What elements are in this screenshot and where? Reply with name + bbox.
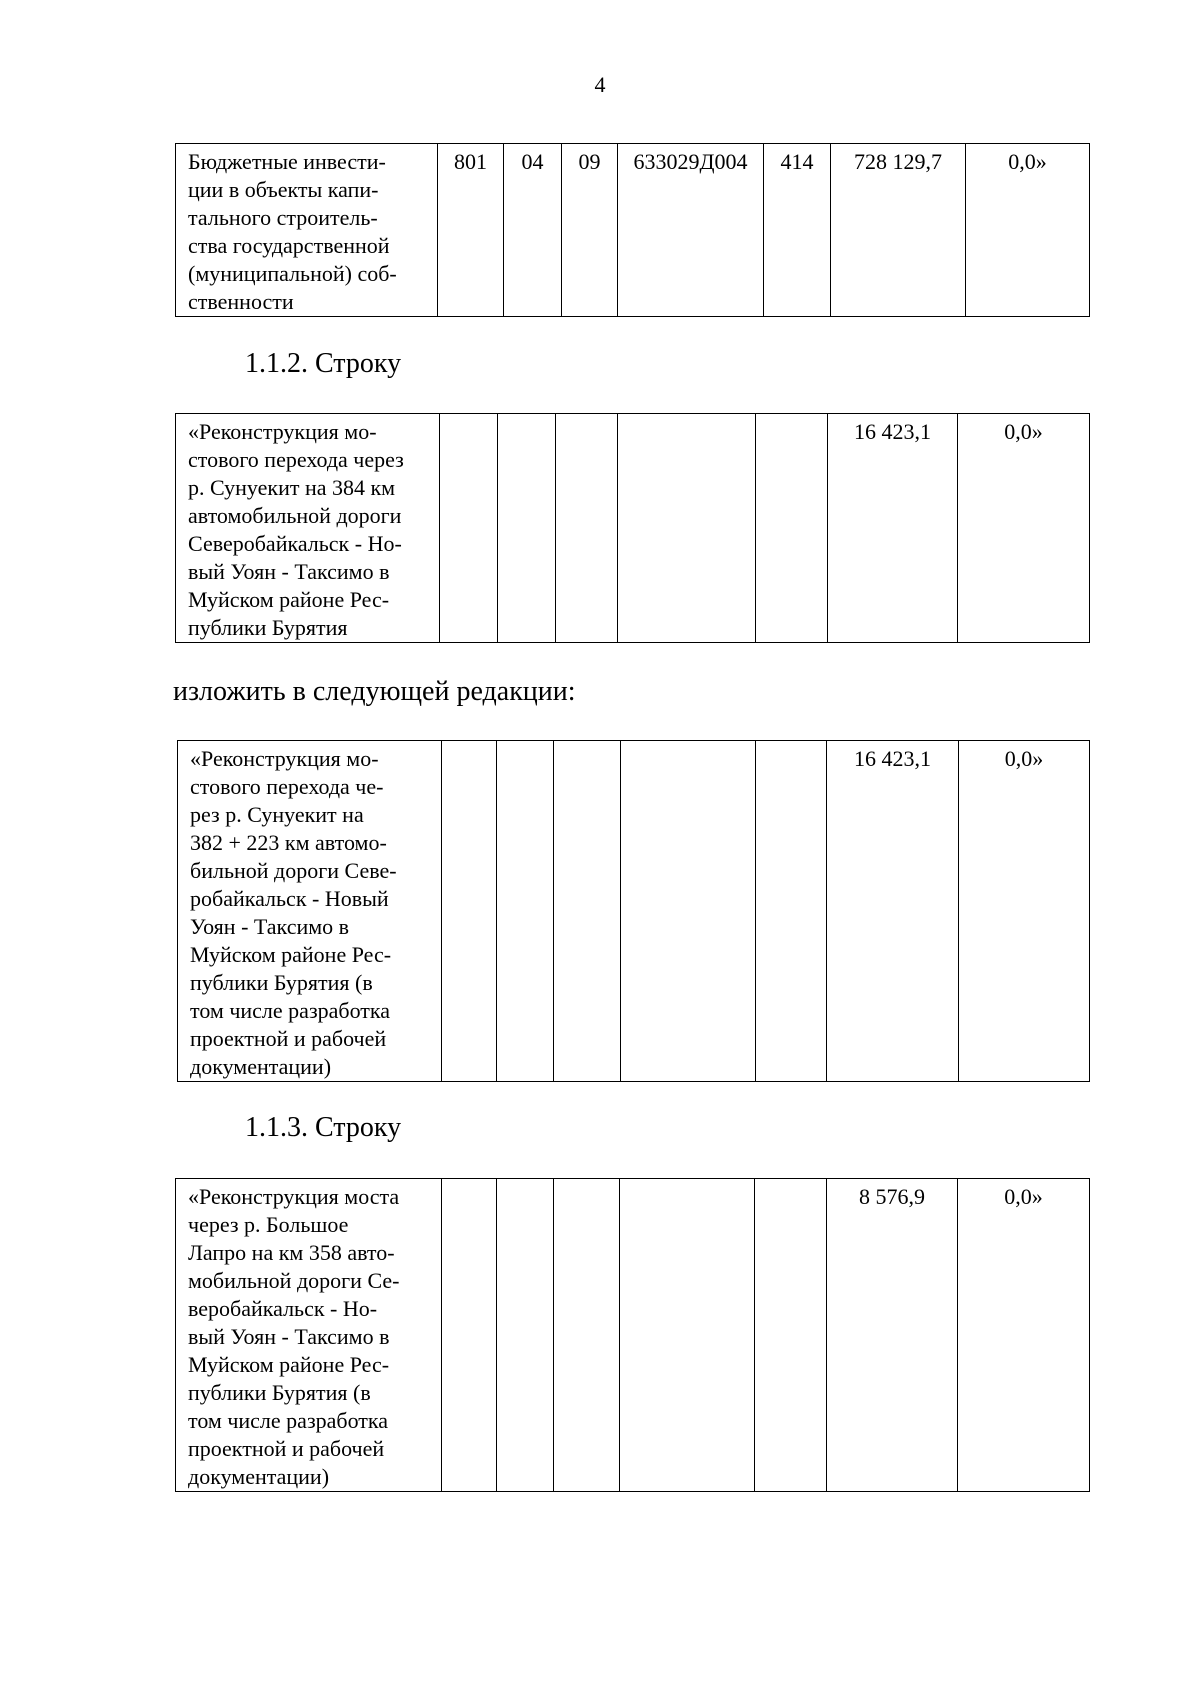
table-cell: 16 423,1 bbox=[828, 414, 958, 643]
table-cell: 633029Д004 bbox=[618, 144, 764, 317]
table-cell bbox=[620, 1179, 755, 1492]
description-line: документации) bbox=[190, 1054, 332, 1079]
description-line: стового перехода через bbox=[188, 447, 404, 472]
table-cell bbox=[442, 741, 497, 1082]
table-cell bbox=[556, 414, 618, 643]
budget-table-4 bbox=[175, 1178, 1090, 1492]
description-line: Муйском районе Рес- bbox=[188, 1352, 390, 1377]
table-cell bbox=[498, 414, 556, 643]
table-cell bbox=[618, 414, 756, 643]
row-description bbox=[178, 741, 442, 1082]
description-line: проектной и рабочей bbox=[190, 1026, 387, 1051]
description-line: 382 + 223 км автомо- bbox=[190, 830, 387, 855]
table-cell: 0,0» bbox=[966, 144, 1090, 317]
table-cell: 0,0» bbox=[958, 1179, 1090, 1492]
table-cell: 414 bbox=[764, 144, 831, 317]
table-cell bbox=[554, 741, 621, 1082]
table-cell bbox=[440, 414, 498, 643]
description-line: через р. Большое bbox=[188, 1212, 349, 1237]
table-cell: 801 bbox=[438, 144, 504, 317]
description-line: том числе разработка bbox=[190, 998, 391, 1023]
description-line: р. Сунуекит на 384 км bbox=[188, 475, 396, 500]
description-line: том числе разработка bbox=[188, 1408, 389, 1433]
description-line: «Реконструкция мо- bbox=[190, 746, 379, 771]
description-line: веробайкальск - Но- bbox=[188, 1296, 378, 1321]
budget-table-2 bbox=[175, 413, 1090, 643]
description-line: стового перехода че- bbox=[190, 774, 384, 799]
description-line: Северобайкальск - Но- bbox=[188, 531, 402, 556]
page-number: 4 bbox=[594, 72, 606, 97]
description-line: Уоян - Таксимо в bbox=[190, 914, 350, 939]
description-line: мобильной дороги Се- bbox=[188, 1268, 400, 1293]
table-row bbox=[176, 144, 1090, 317]
budget-table-3 bbox=[177, 740, 1090, 1082]
description-line: документации) bbox=[188, 1464, 330, 1489]
description-line: ции в объекты капи- bbox=[188, 177, 379, 202]
description-line: Лапро на км 358 авто- bbox=[188, 1240, 395, 1265]
table-cell bbox=[756, 741, 827, 1082]
table-row bbox=[176, 1179, 1090, 1492]
row-description bbox=[176, 414, 440, 643]
table-cell: 728 129,7 bbox=[831, 144, 966, 317]
table-cell bbox=[442, 1179, 497, 1492]
table-cell: 09 bbox=[562, 144, 618, 317]
description-line: тального строитель- bbox=[188, 205, 378, 230]
description-line: «Реконструкция моста bbox=[188, 1184, 400, 1209]
intro-text: изложить в следующей редакции: bbox=[173, 676, 576, 707]
table-cell: 0,0» bbox=[959, 741, 1090, 1082]
table-cell bbox=[756, 414, 828, 643]
description-line: ства государственной bbox=[188, 233, 390, 258]
description-line: (муниципальной) соб- bbox=[188, 261, 397, 286]
description-line: «Реконструкция мо- bbox=[188, 419, 377, 444]
description-line: автомобильной дороги bbox=[188, 503, 402, 528]
description-line: ственности bbox=[188, 289, 294, 314]
section-heading-1-1-3: 1.1.3. Строку bbox=[245, 1112, 402, 1143]
table-cell: 04 bbox=[504, 144, 562, 317]
description-line: рез р. Сунуекит на bbox=[190, 802, 364, 827]
section-heading-1-1-2: 1.1.2. Строку bbox=[245, 348, 402, 379]
row-description bbox=[176, 144, 438, 317]
description-line: публики Бурятия (в bbox=[188, 1380, 371, 1405]
table-row bbox=[176, 414, 1090, 643]
table-cell bbox=[497, 1179, 554, 1492]
description-line: Муйском районе Рес- bbox=[188, 587, 390, 612]
table-cell: 8 576,9 bbox=[827, 1179, 958, 1492]
table-cell bbox=[621, 741, 756, 1082]
description-line: Бюджетные инвести- bbox=[188, 149, 386, 174]
row-description bbox=[176, 1179, 442, 1492]
description-line: публики Бурятия (в bbox=[190, 970, 373, 995]
table-cell: 16 423,1 bbox=[827, 741, 959, 1082]
table-cell bbox=[554, 1179, 620, 1492]
table-cell: 0,0» bbox=[958, 414, 1090, 643]
description-line: Муйском районе Рес- bbox=[190, 942, 392, 967]
description-line: бильной дороги Севе- bbox=[190, 858, 397, 883]
description-line: вый Уоян - Таксимо в bbox=[188, 559, 390, 584]
description-line: вый Уоян - Таксимо в bbox=[188, 1324, 390, 1349]
description-line: робайкальск - Новый bbox=[190, 886, 389, 911]
description-line: публики Бурятия bbox=[188, 615, 348, 640]
budget-table-1 bbox=[175, 143, 1090, 317]
table-cell bbox=[497, 741, 554, 1082]
table-row bbox=[178, 741, 1090, 1082]
description-line: проектной и рабочей bbox=[188, 1436, 385, 1461]
table-cell bbox=[755, 1179, 827, 1492]
